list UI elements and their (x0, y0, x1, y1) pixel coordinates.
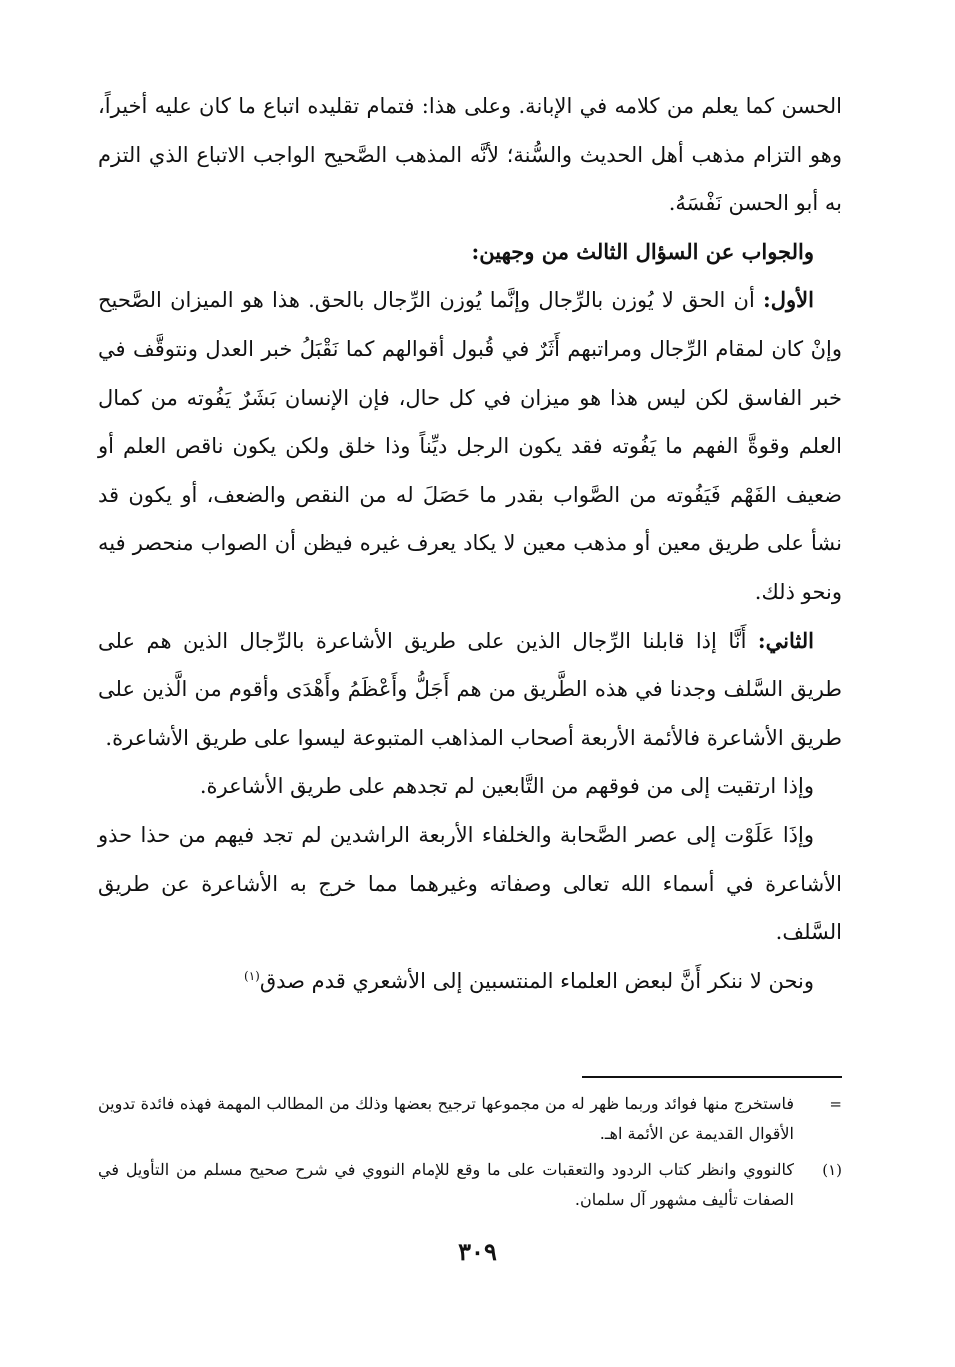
footnote-1 (98, 1155, 842, 1215)
paragraph-1 (98, 82, 842, 228)
paragraph-1-text: الحسن كما يعلم من كلامه في الإبانة. وعلى هذا: فتمام تقليده اتباع ما كان عليه أخيراً، وهو التزام مذهب أهل الحديث والسُّنة؛ لأنَّه المذهب الصَّحيح الواجب الاتباع الذي التزم به أبو الحسن نَفْسَهُ. (98, 94, 842, 216)
paragraph-tabieen (98, 762, 842, 811)
paragraph-sahaba (98, 811, 842, 957)
footnote-text: فاستخرج منها فوائد وربما ظهر له من مجموعها ترجيح بعضها وذلك من المطالب المهمة فهذه فائدة تدوين الأقوال القديمة عن الأئمة اهـ. (98, 1094, 794, 1143)
paragraph-second-answer (98, 617, 842, 763)
first-answer-lead: الأول: (763, 287, 814, 313)
paragraph-closing (98, 957, 842, 1006)
paragraph-first-answer (98, 276, 842, 616)
footnote-reference: (١) (244, 968, 260, 983)
second-answer-lead: الثاني: (757, 627, 814, 653)
closing-text: ونحن لا ننكر أَنَّ لبعض العلماء المنتسبين إلى الأشعري قدم صدق (259, 968, 814, 993)
page-number: ٣٠٩ (458, 1237, 497, 1266)
first-answer-text: أن الحق لا يُوزن بالرِّجال وإنَّما يُوزن الرِّجال بالحق. هذا هو الميزان الصَّحيح وإنْ كان لمقام الرِّجال ومراتبهم أَثَرٌ في قُبول أقوالهم كما نَقْبَلُ خبر العدل ونتوقَّف في خبر الفاسق لكن ليس هذا هو ميزان في كل حال، فإن الإنسان بَشَرٌ يَفُوته من كمال العلم وقوةَّ الفهم ما يَفُوته فقد يكون الرجل ديِّناً وذا خلق ولكن يكون ناقص العلم أو ضعيف الفَهْم فَيَفُوته من الصَّواب بقدر ما حَصَلَ له من النقص والضعف، أو يكون قد نشأ على طريق معين أو مذهب معين لا يكاد يعرف غيره فيظن أن الصواب منحصر فيه ونحو ذلك. (98, 288, 842, 604)
tabieen-text: وإذا ارتقيت إلى من فوقهم من التَّابعين لم تجدهم على طريق الأشاعرة. (199, 774, 814, 799)
second-answer-text: أَنَّا إذا قابلنا الرِّجال الذين على طريق الأشاعرة بالرِّجال الذين هم على طريق السَّلف وجدنا في هذه الطَّريق من هم أَجَلُّ وأَعْظَمُ وأَهْدَى وأقوم من الَّذين على طريق الأشاعرة فالأئمة الأربعة أصحاب المذاهب المتبوعة ليسوا على طريق الأشاعرة. (98, 628, 842, 750)
main-text (98, 82, 842, 1005)
footnote-continued (98, 1089, 842, 1149)
footnotes (98, 1089, 842, 1221)
footnote-mark: (١) (822, 1161, 842, 1179)
footnote-separator (582, 1076, 842, 1078)
sahaba-text: وإذَا عَلَوْت إلى عصر الصَّحابة والخلفاء الأربعة الراشدين لم تجد فيهم من حذا حذو الأشاعرة في أسماء الله تعالى وصفاته وغيرهما مما خرج به الأشاعرة عن طريق السَّلف. (98, 822, 842, 945)
section-heading: والجواب عن السؤال الثالث من وجهين: (471, 238, 814, 264)
footnote-mark: = (829, 1095, 842, 1113)
footnote-text: كالنووي وانظر كتاب الردود والتعقبات على ما وقع للإمام النووي في شرح صحيح مسلم من التأويل في الصفات تأليف مشهور آل سلمان. (98, 1160, 794, 1209)
